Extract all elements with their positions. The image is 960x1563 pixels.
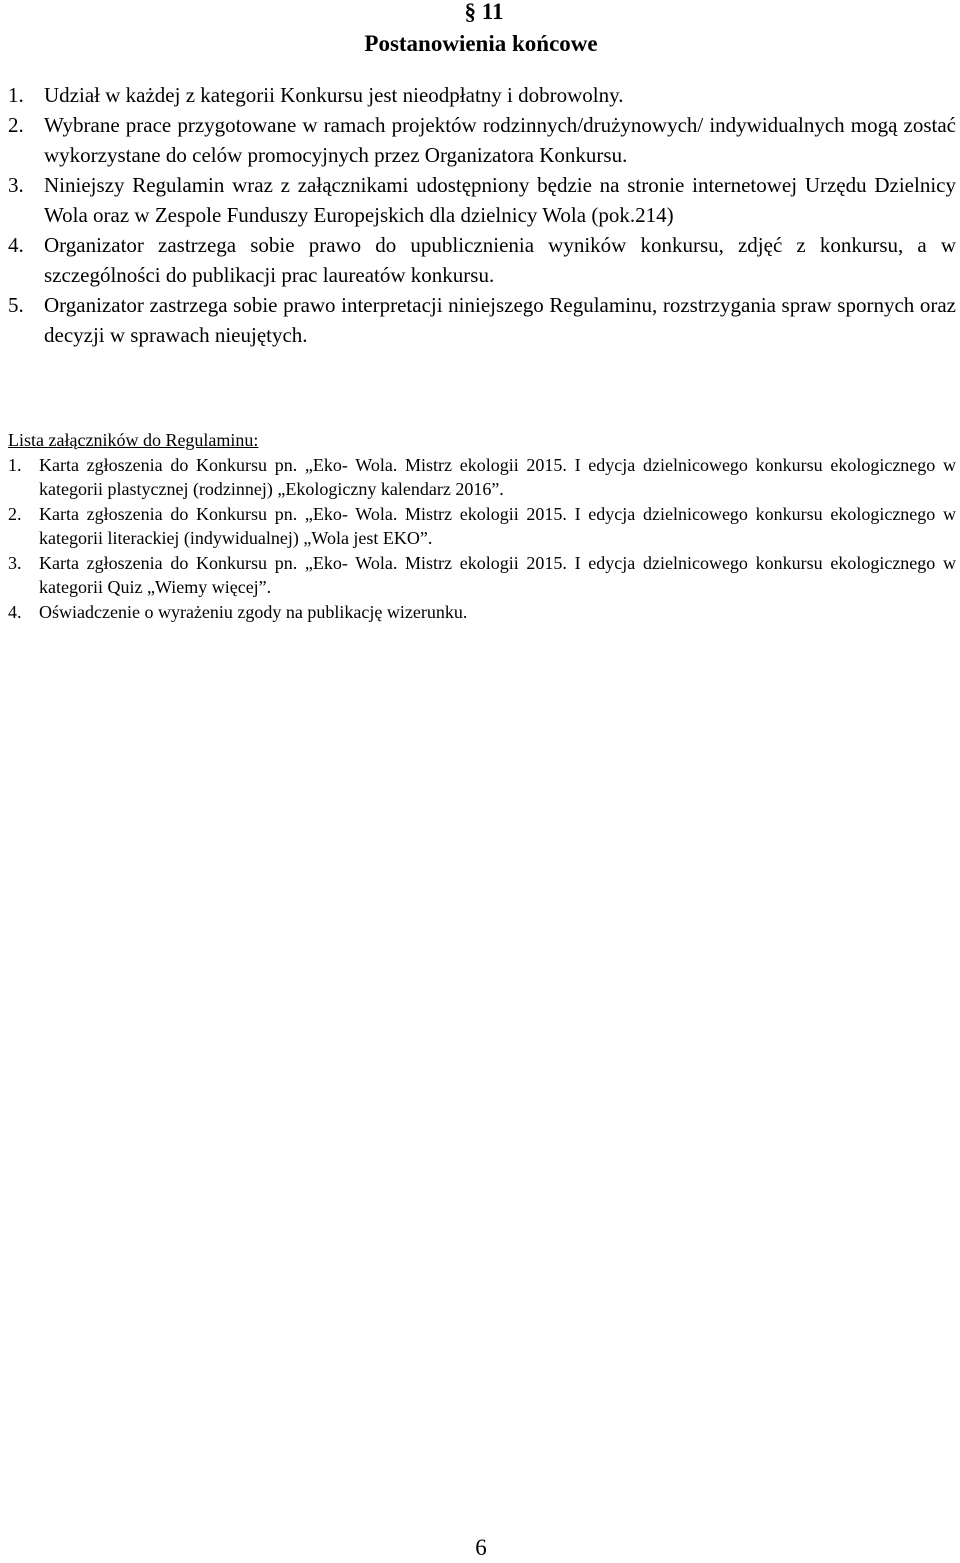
list-item-text: Udział w każdej z kategorii Konkursu jest nieodpłatny i dobrowolny. bbox=[44, 83, 624, 107]
list-item bbox=[8, 80, 956, 110]
attachment-item bbox=[8, 502, 956, 551]
list-item bbox=[8, 290, 956, 350]
list-item bbox=[8, 230, 956, 290]
attachments-section bbox=[8, 428, 956, 624]
list-item-number: 5. bbox=[8, 293, 24, 317]
attachment-number: 3. bbox=[8, 552, 22, 573]
attachment-number: 1. bbox=[8, 454, 22, 475]
list-item bbox=[8, 170, 956, 230]
final-provisions-list bbox=[8, 80, 956, 350]
attachment-item bbox=[8, 600, 956, 625]
list-item-number: 3. bbox=[8, 173, 24, 197]
attachment-item bbox=[8, 551, 956, 600]
attachment-text: Karta zgłoszenia do Konkursu pn. „Eko- Wola. Mistrz ekologii 2015. I edycja dzielnicowego konkursu ekologicznego w kategorii literackiej (indywidualnej) „Wola jest EKO”. bbox=[39, 503, 956, 548]
list-item-number: 2. bbox=[8, 113, 24, 137]
list-item-number: 1. bbox=[8, 83, 24, 107]
section-number: § 11 bbox=[464, 0, 504, 24]
list-item-number: 4. bbox=[8, 233, 24, 257]
section-header bbox=[0, 0, 960, 60]
page-number-text: 6 bbox=[475, 1535, 487, 1560]
section-title: Postanowienia końcowe bbox=[364, 31, 598, 56]
attachment-number: 4. bbox=[8, 601, 22, 622]
attachment-number: 2. bbox=[8, 503, 22, 524]
attachment-text: Karta zgłoszenia do Konkursu pn. „Eko- Wola. Mistrz ekologii 2015. I edycja dzielnicowego konkursu ekologicznego w kategorii plastycznej (rodzinnej) „Ekologiczny kalendarz 2016”. bbox=[39, 454, 956, 499]
attachment-item bbox=[8, 453, 956, 502]
attachment-text: Karta zgłoszenia do Konkursu pn. „Eko- Wola. Mistrz ekologii 2015. I edycja dzielnicowego konkursu ekologicznego w kategorii Quiz „Wiemy więcej”. bbox=[39, 552, 956, 597]
list-item-text: Organizator zastrzega sobie prawo interpretacji niniejszego Regulaminu, rozstrzygania spraw spornych oraz decyzji w sprawach nieujętych. bbox=[44, 293, 956, 347]
list-item-text: Organizator zastrzega sobie prawo do upublicznienia wyników konkursu, zdjęć z konkursu, a w szczególności do publikacji prac laureatów konkursu. bbox=[44, 233, 956, 287]
attachment-text: Oświadczenie o wyrażeniu zgody na publikację wizerunku. bbox=[39, 601, 468, 622]
attachments-heading: Lista załączników do Regulaminu: bbox=[8, 430, 259, 450]
list-item bbox=[8, 110, 956, 170]
list-item-text: Wybrane prace przygotowane w ramach projektów rodzinnych/drużynowych/ indywidualnych mogą zostać wykorzystane do celów promocyjnych przez Organizatora Konkursu. bbox=[44, 113, 956, 167]
list-item-text: Niniejszy Regulamin wraz z załącznikami udostępniony będzie na stronie internetowej Urzędu Dzielnicy Wola oraz w Zespole Funduszy Europejskich dla dzielnicy Wola (pok.214) bbox=[44, 173, 956, 227]
